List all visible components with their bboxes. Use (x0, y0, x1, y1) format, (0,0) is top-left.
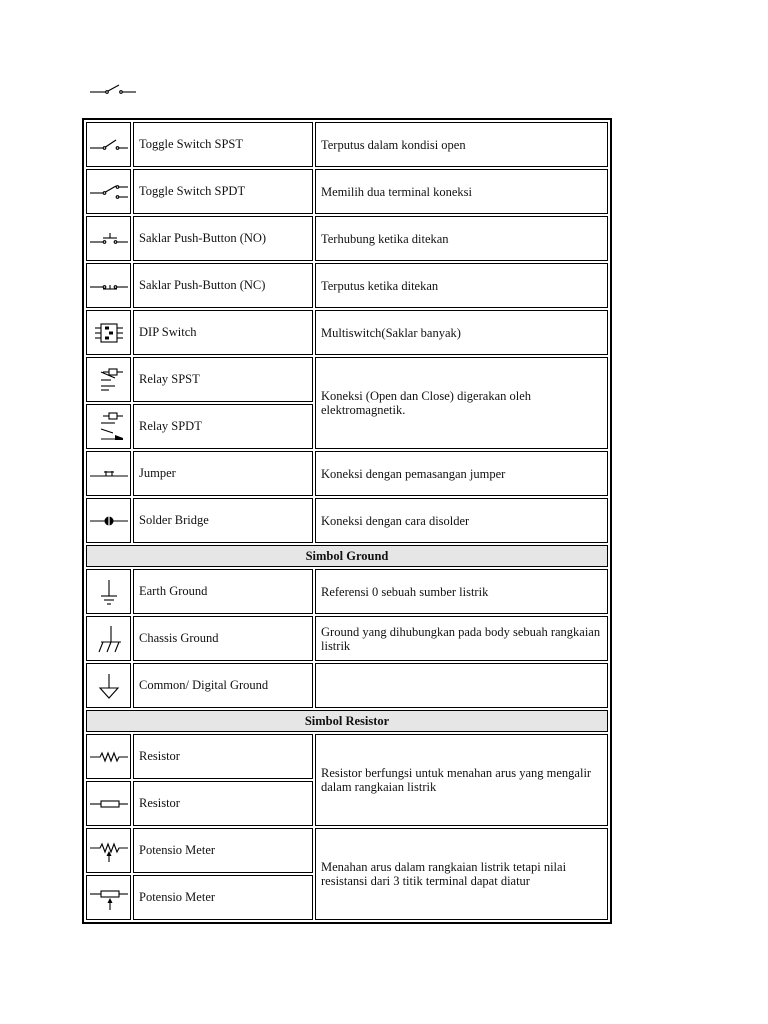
symbol-cell (86, 451, 131, 496)
symbol-cell (86, 734, 131, 779)
symbol-name: Resistor (133, 734, 313, 779)
symbol-cell (86, 169, 131, 214)
symbol-name: Toggle Switch SPDT (133, 169, 313, 214)
symbol-cell (86, 781, 131, 826)
relay-spdt-icon (87, 411, 131, 443)
symbol-description: Terputus ketika ditekan (315, 263, 608, 308)
symbol-name: DIP Switch (133, 310, 313, 355)
push-button-nc-icon (87, 276, 131, 296)
symbol-name: Potensio Meter (133, 875, 313, 920)
symbol-description (315, 663, 608, 708)
symbol-name: Potensio Meter (133, 828, 313, 873)
symbol-cell (86, 828, 131, 873)
table-row (86, 663, 608, 708)
table-row (86, 498, 608, 543)
symbol-name: Chassis Ground (133, 616, 313, 661)
table-row (86, 451, 608, 496)
symbol-cell (86, 216, 131, 261)
symbol-description: Terputus dalam kondisi open (315, 122, 608, 167)
section-header-row (86, 710, 608, 732)
symbol-description: Multiswitch(Saklar banyak) (315, 310, 608, 355)
symbol-cell (86, 310, 131, 355)
chassis-ground-icon (87, 622, 131, 656)
symbol-description: Ground yang dihubungkan pada body sebuah rangkaian listrik (315, 616, 608, 661)
symbol-table (82, 118, 612, 924)
symbol-description: Menahan arus dalam rangkaian listrik tetapi nilai resistansi dari 3 titik terminal dapat diatur (315, 828, 608, 920)
resistor-box-icon (87, 794, 131, 814)
symbol-name: Toggle Switch SPST (133, 122, 313, 167)
symbol-name: Jumper (133, 451, 313, 496)
symbol-cell (86, 616, 131, 661)
symbol-description: Koneksi dengan pemasangan jumper (315, 451, 608, 496)
table-row (86, 357, 608, 402)
section-header-row (86, 545, 608, 567)
symbol-cell (86, 875, 131, 920)
table-row (86, 169, 608, 214)
symbol-description: Memilih dua terminal koneksi (315, 169, 608, 214)
table-row (86, 828, 608, 873)
jumper-icon (87, 464, 131, 484)
symbol-name: Saklar Push-Button (NO) (133, 216, 313, 261)
table-row (86, 734, 608, 779)
table-row (86, 569, 608, 614)
symbol-name: Saklar Push-Button (NC) (133, 263, 313, 308)
symbol-name: Earth Ground (133, 569, 313, 614)
table-row (86, 616, 608, 661)
table-row (86, 216, 608, 261)
symbol-name: Common/ Digital Ground (133, 663, 313, 708)
symbol-cell (86, 404, 131, 449)
symbol-cell (86, 263, 131, 308)
table-row (86, 263, 608, 308)
potentiometer-box-icon (87, 884, 131, 912)
symbol-description: Referensi 0 sebuah sumber listrik (315, 569, 608, 614)
resistor-zigzag-icon (87, 747, 131, 767)
earth-ground-icon (87, 576, 131, 608)
push-button-no-icon (87, 229, 131, 249)
symbol-name: Resistor (133, 781, 313, 826)
dip-switch-icon (87, 321, 131, 345)
table-row (86, 122, 608, 167)
symbol-cell (86, 498, 131, 543)
common-digital-ground-icon (87, 670, 131, 702)
symbol-description: Resistor berfungsi untuk menahan arus yang mengalir dalam rangkaian listrik (315, 734, 608, 826)
relay-spst-icon (87, 366, 131, 394)
symbol-cell (86, 357, 131, 402)
solder-bridge-icon (87, 511, 131, 531)
section-title-ground: Simbol Ground (86, 545, 608, 567)
symbol-cell (86, 663, 131, 708)
symbol-description: Terhubung ketika ditekan (315, 216, 608, 261)
symbol-cell (86, 122, 131, 167)
symbol-description: Koneksi dengan cara disolder (315, 498, 608, 543)
toggle-switch-spdt-icon (87, 181, 131, 203)
potentiometer-zigzag-icon (87, 838, 131, 864)
symbol-name: Relay SPDT (133, 404, 313, 449)
toggle-switch-spst-icon (87, 135, 131, 155)
toggle-switch-spst-icon (88, 80, 140, 100)
table-row (86, 310, 608, 355)
symbol-description: Koneksi (Open dan Close) digerakan oleh elektromagnetik. (315, 357, 608, 449)
symbol-cell (86, 569, 131, 614)
symbol-name: Relay SPST (133, 357, 313, 402)
symbol-name: Solder Bridge (133, 498, 313, 543)
section-title-resistor: Simbol Resistor (86, 710, 608, 732)
